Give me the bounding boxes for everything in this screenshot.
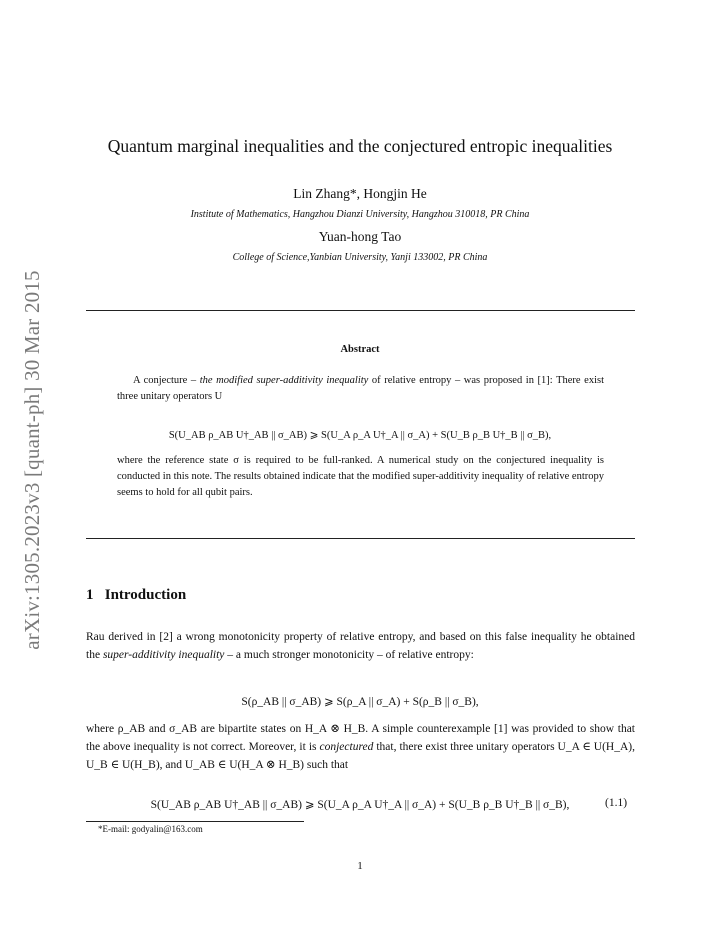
authors-line-1: Lin Zhang*, Hongjin He [293, 186, 427, 201]
page-number: 1 [357, 860, 363, 872]
intro-paragraph-1: Rau derived in [2] a wrong monotonicity property of relative entropy, and based on this false inequality he obtained the super-additivity inequality – a much stronger monotonicity – of relative entropy: [86, 631, 635, 661]
abstract-equation: S(U_AB ρ_AB U†_AB || σ_AB) ⩾ S(U_A ρ_A U†_A || σ_A) + S(U_B ρ_B U†_B || σ_B), [168, 430, 552, 441]
equation-number: (1.1) [605, 797, 628, 809]
footnote-rule [86, 821, 304, 822]
affiliation-2: College of Science,Yanbian University, Yanji 133002, PR China [232, 252, 488, 263]
arxiv-side-stamp: arXiv:1305.2023v3 [quant-ph] 30 Mar 2015 [20, 270, 44, 650]
bottom-rule [86, 538, 635, 539]
affiliation-1: Institute of Mathematics, Hangzhou Dianzi University, Hangzhou 310018, PR China [190, 209, 530, 220]
authors-line-2: Yuan-hong Tao [318, 229, 402, 244]
intro-equation-2: S(U_AB ρ_AB U†_AB || σ_AB) ⩾ S(U_A ρ_A U†_A || σ_A) + S(U_B ρ_B U†_B || σ_B), [150, 799, 570, 811]
paper-title: Quantum marginal inequalities and the conjectured entropic inequalities [107, 136, 613, 156]
section-heading: 1 Introduction [86, 587, 187, 603]
top-rule [86, 310, 635, 311]
abstract-heading: Abstract [340, 344, 380, 355]
intro-equation-1: S(ρ_AB || σ_AB) ⩾ S(ρ_A || σ_A) + S(ρ_B || σ_B), [241, 696, 479, 708]
intro-paragraph-2: where ρ_AB and σ_AB are bipartite states on H_A ⊗ H_B. A simple counterexample [1] was provided to show that the above inequality is not correct. Moreover, it is conjectured that, there exist three unitary operators U_A ∈ U(H_A), U_B ∈ U(H_B), and U_AB ∈ U(H_A ⊗ H_B) such that [86, 723, 635, 771]
abstract-paragraph-1: A conjecture – the modified super-additivity inequality of relative entropy – was proposed in [1]: There exist three unitary operators U [117, 375, 604, 402]
abstract-paragraph-2: where the reference state σ is required to be full-ranked. A numerical study on the conjectured inequality is conducted in this note. The results obtained indicate that the modified super-additivity inequality of relative entropy seems to hold for all qubit pairs. [117, 455, 604, 498]
footnote: *E-mail: godyalin@163.com [98, 824, 203, 834]
